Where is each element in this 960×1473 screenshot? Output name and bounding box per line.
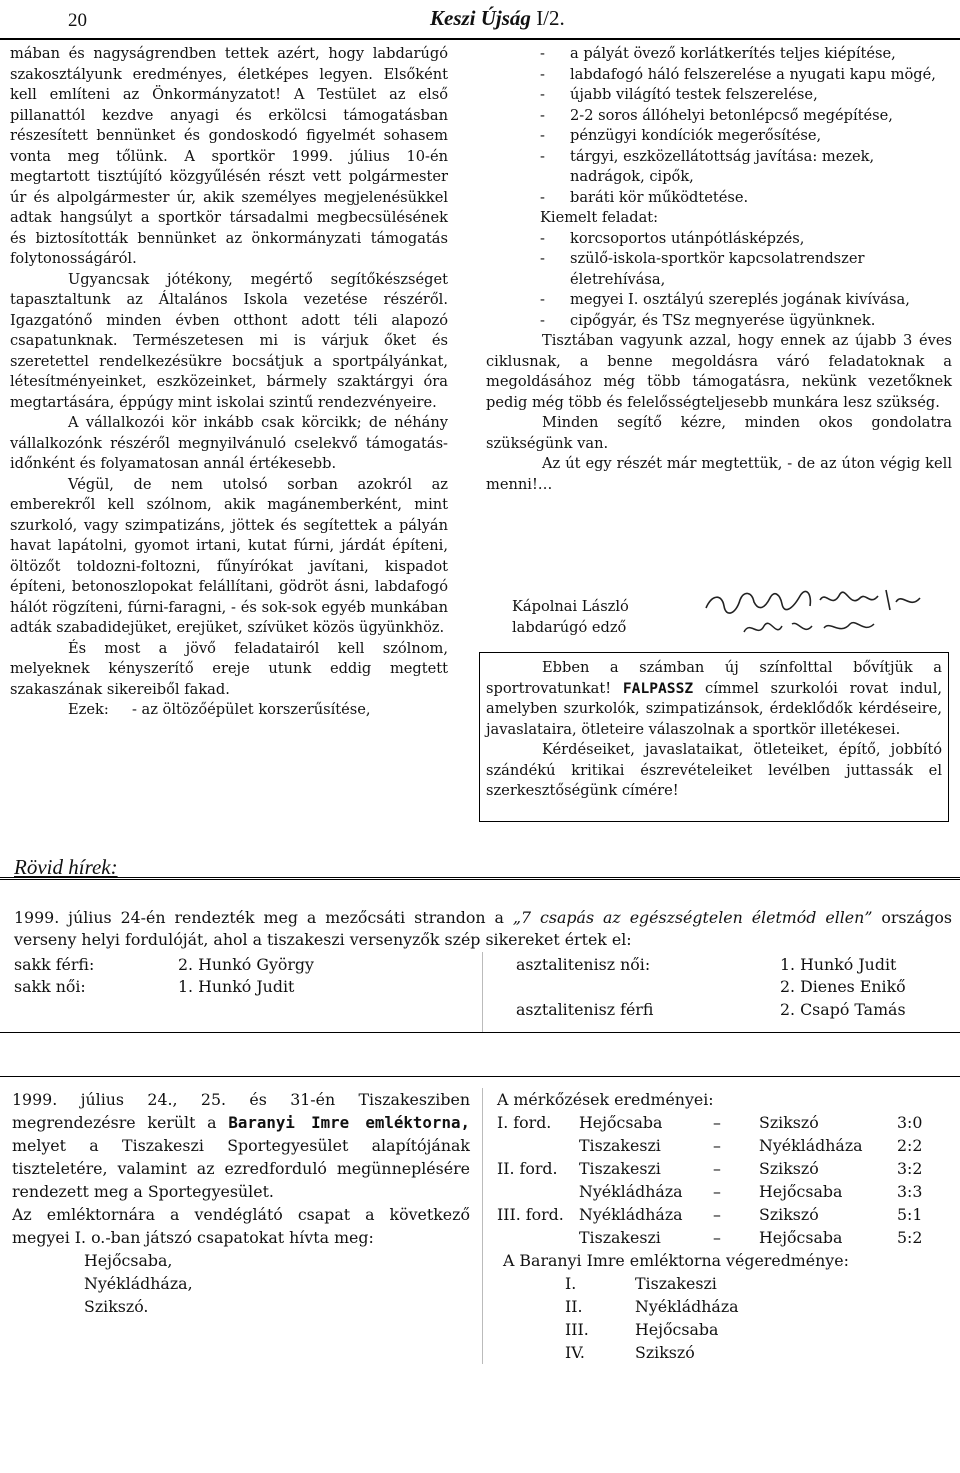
falpassz-title: FALPASSZ	[622, 679, 694, 697]
intro-text-after: országos verseny helyi fordulóját, ahol a tiszakeszi versenyzők szép sikereket értek el:	[14, 908, 952, 949]
falpassz-paragraph	[486, 658, 942, 740]
match-away: Hejőcsaba	[759, 1228, 843, 1247]
match-row	[497, 1157, 947, 1180]
highlighted-item: - korcsoportos utánpótlásképzés,	[540, 229, 952, 250]
invited-team: Hejőcsaba,	[84, 1251, 173, 1270]
memorial-invite: Az emléktornára a vendéglátó csapat a következő megyei I. o.-ban játszó csapatokat hívta meg:	[12, 1205, 470, 1247]
article-paragraph: Végül, de nem utolsó sorban azokról az emberekről kell szólnom, akik magánemberként, mint szurkoló, vagy szimpatizáns, jöttek és segítettek a pályán havat lapátolni, gyomot irtani, kutat fúrni, járdát építeni, öltözőt toldozni-foltozni, fűnyírókat javítani, kispadot építeni, betonoszlopokat felállítani, gödröt ásni, labdafogó hálót rögzíteni, fúrni-faragni, - és sok-sok egyéb munkában adták szabadidejüket, erejüket, szívüket közös ügyünkhöz.	[10, 475, 448, 636]
page-number: 20	[68, 10, 87, 31]
match-home: Tiszakeszi	[579, 1159, 661, 1178]
memorial-left	[12, 1088, 470, 1318]
match-score: 5:2	[897, 1228, 923, 1247]
match-home: Hejőcsaba	[579, 1113, 663, 1132]
highlighted-label: Kiemelt feladat:	[540, 209, 659, 226]
signer-title: labdarúgó edző	[512, 619, 627, 636]
match-score: 3:0	[897, 1113, 923, 1132]
falpassz-text-after: címmel szurkolói rovat indul, amelyben szurkolók, szimpatizánsok, érdeklődők kérdéseire, javaslataira, ötleteire válaszolnak a sportkör illetékesei.	[486, 679, 943, 738]
standing-row	[497, 1272, 947, 1295]
falpassz-paragraph: Kérdéseiket, javaslataikat, ötleteiket, építő, jobbító szándékú kritikai észrevételeiket levélben juttassák el szerkesztőségünk címére!	[486, 741, 942, 799]
task-list	[486, 44, 952, 208]
memorial-name: Baranyi Imre emléktorna,	[228, 1113, 470, 1132]
right-column	[486, 44, 952, 495]
standing-place: III.	[565, 1320, 589, 1339]
signer	[512, 596, 629, 638]
task-item: - baráti kör működtetése.	[540, 188, 952, 209]
handwritten-signature	[700, 580, 940, 646]
standing-place: IV.	[565, 1343, 585, 1362]
memorial-divider	[482, 1088, 483, 1364]
article-paragraph: A vállalkozói kör inkább csak körcikk; de néhány vállalkozónk részéről megnyilvánuló cselekvő támogatás- időnként és folyamatosan annál értékesebb.	[10, 414, 448, 472]
standing-team: Hejőcsaba	[635, 1320, 719, 1339]
match-row	[497, 1180, 947, 1203]
highlighted-list	[486, 229, 952, 332]
match-home: Tiszakeszi	[579, 1136, 661, 1155]
match-row	[497, 1111, 947, 1134]
match-dash: –	[713, 1205, 721, 1224]
match-away: Szikszó	[759, 1205, 819, 1224]
memorial-right	[497, 1088, 947, 1364]
chess-men-label: sakk férfi:	[14, 955, 95, 974]
match-away: Szikszó	[759, 1113, 819, 1132]
closing-paragraph: Tisztában vagyunk azzal, hogy ennek az újabb 3 éves ciklusnak, a benne megoldásra váró feladatoknak a megoldásához még több támogatásra, nekünk vezetőknek pedig még több és felelősségteljesebb munkára lesz szükség.	[486, 332, 952, 411]
masthead-title: Keszi Újság	[430, 6, 531, 30]
header-rule	[0, 38, 960, 40]
standing-team: Nyékládháza	[635, 1297, 739, 1316]
final-heading: A Baranyi Imre emléktorna végeredménye:	[503, 1251, 849, 1270]
match-row	[497, 1134, 947, 1157]
masthead	[430, 6, 565, 31]
standing-row	[497, 1295, 947, 1318]
match-round: I. ford.	[497, 1113, 552, 1132]
results-heading: A mérkőzések eredményei:	[497, 1090, 714, 1109]
chess-women-label: sakk női:	[14, 977, 86, 996]
match-score: 2:2	[897, 1136, 923, 1155]
match-home: Nyékládháza	[579, 1182, 683, 1201]
match-round: III. ford.	[497, 1205, 564, 1224]
standing-team: Tiszakeszi	[635, 1274, 717, 1293]
task-item: - 2-2 soros állóhelyi betonlépcső megépítése,	[540, 106, 952, 127]
tasks-label: Ezek:	[68, 701, 109, 718]
results-divider	[482, 952, 483, 1032]
match-away: Szikszó	[759, 1159, 819, 1178]
match-dash: –	[713, 1159, 721, 1178]
task-item: - újabb világító testek felszerelése,	[540, 85, 952, 106]
left-column	[10, 44, 448, 721]
tt-women-label: asztalitenisz női:	[516, 955, 651, 974]
match-dash: –	[713, 1136, 721, 1155]
event-name: „7 csapás az egészségtelen életmód ellen”	[512, 908, 873, 927]
first-task: - az öltözőépület korszerűsítése,	[131, 701, 371, 718]
tt-women-first: 1. Hunkó Judit	[780, 955, 897, 974]
article-paragraph: És most a jövő feladatairól kell szólnom, melyeknek kényszerítő ereje utunk eddig megtett szakaszának sikereiből fakad.	[10, 639, 448, 698]
invited-team: Nyékládháza,	[84, 1274, 193, 1293]
tt-women-second: 2. Dienes Enikő	[780, 977, 906, 996]
chess-women-result: 1. Hunkó Judit	[178, 977, 295, 996]
chess-men-result: 2. Hunkó György	[178, 955, 314, 974]
task-item: - tárgyi, eszközellátottság javítása: mezek, nadrágok, cipők,	[540, 147, 952, 188]
closing-paragraph: Az út egy részét már megtettük, - de az úton végig kell menni!…	[486, 455, 952, 493]
standing-place: II.	[565, 1297, 583, 1316]
falpassz-text-before: Ebben a számban új színfolttal bővítjük a sportrovatunkat!	[486, 659, 942, 697]
task-item: - a pályát övező korlátkerítés teljes kiépítése,	[540, 44, 952, 65]
match-home: Tiszakeszi	[579, 1228, 661, 1247]
task-item: - pénzügyi kondíciók megerősítése,	[540, 126, 952, 147]
match-away: Nyékládháza	[759, 1136, 863, 1155]
tt-men-result: 2. Csapó Tamás	[780, 1000, 906, 1019]
match-home: Nyékládháza	[579, 1205, 683, 1224]
memorial-text-before: 1999. július 24., 25. és 31-én Tiszakesziben megrendezésre került a	[12, 1090, 470, 1132]
match-round: II. ford.	[497, 1159, 558, 1178]
masthead-issue: I/2.	[536, 6, 565, 30]
closing-paragraph: Minden segítő kézre, minden okos gondolatra szükségünk van.	[486, 414, 952, 452]
match-dash: –	[713, 1228, 721, 1247]
match-row	[497, 1203, 947, 1226]
standing-row	[497, 1318, 947, 1341]
highlighted-item: - megyei I. osztályú szereplés jogának kivívása,	[540, 290, 952, 311]
match-dash: –	[713, 1113, 721, 1132]
tt-men-label: asztalitenisz férfi	[516, 1000, 654, 1019]
match-score: 3:3	[897, 1182, 923, 1201]
invited-team: Szikszó.	[84, 1297, 149, 1316]
match-away: Hejőcsaba	[759, 1182, 843, 1201]
article-paragraph: Ugyancsak jótékony, megértő segítőkészséget tapasztaltunk az Általános Iskola vezetése részéről. Igazgatónő minden évben otthont adott téli alapozó csapatunknak. Természetesen mi is várjuk őket és szeretettel rendelkezésükre bocsátjuk a sportpályánkat, létesítményeinket, eszközeinket, bármely szaktárgyi óra megtartására, éppúgy mint iskolai szintű rendezvényeire.	[10, 270, 448, 411]
standing-team: Szikszó	[635, 1343, 695, 1362]
memorial-text-after: melyet a Tiszakeszi Sportegyesület alapítójának tiszteletére, valamint az ezredforduló megünneplésére rendezett meg a Sportegyesület.	[12, 1136, 470, 1201]
falpassz-box	[479, 652, 949, 822]
match-row	[497, 1226, 947, 1249]
highlighted-item: - szülő-iskola-sportkör kapcsolatrendszer életrehívása,	[540, 249, 952, 290]
article-paragraph: mában és nagyságrendben tettek azért, hogy labdarúgó szakosztályunk eredményes, életképes legyen. Elsőként kell említeni az Önkormányzatot! A Testület az első pillanattól kezdve anyagi és erkölcsi támogatásban részesített bennünket és gondoskodó figyelmét sohasem vonta meg tőlünk. A sportkör 1999. július 10-én megtartott tisztújító közgyűlésén részt vett polgármester úr és alpolgármester úr, akik személyes megjelenésükkel adtak hangsúlyt a sportkör társadalmi megbecsülésének és biztosították bennünket az önkormányzati támogatás folytonosságáról.	[10, 45, 448, 267]
memorial-paragraph	[12, 1088, 470, 1203]
match-score: 3:2	[897, 1159, 923, 1178]
short-news-box	[0, 877, 960, 1033]
highlighted-item: - cipőgyár, és TSz megnyerése ügyünknek.	[540, 311, 952, 332]
short-news-intro	[14, 907, 952, 951]
match-dash: –	[713, 1182, 721, 1201]
signer-name: Kápolnai László	[512, 598, 629, 615]
standing-place: I.	[565, 1274, 577, 1293]
task-item: - labdafogó háló felszerelése a nyugati kapu mögé,	[540, 65, 952, 86]
standing-row	[497, 1341, 947, 1364]
tasks-intro	[10, 700, 448, 721]
match-score: 5:1	[897, 1205, 923, 1224]
short-news-heading: Rövid hírek:	[14, 855, 118, 879]
intro-text-before: 1999. július 24-én rendezték meg a mezőcsáti strandon a	[14, 908, 504, 927]
